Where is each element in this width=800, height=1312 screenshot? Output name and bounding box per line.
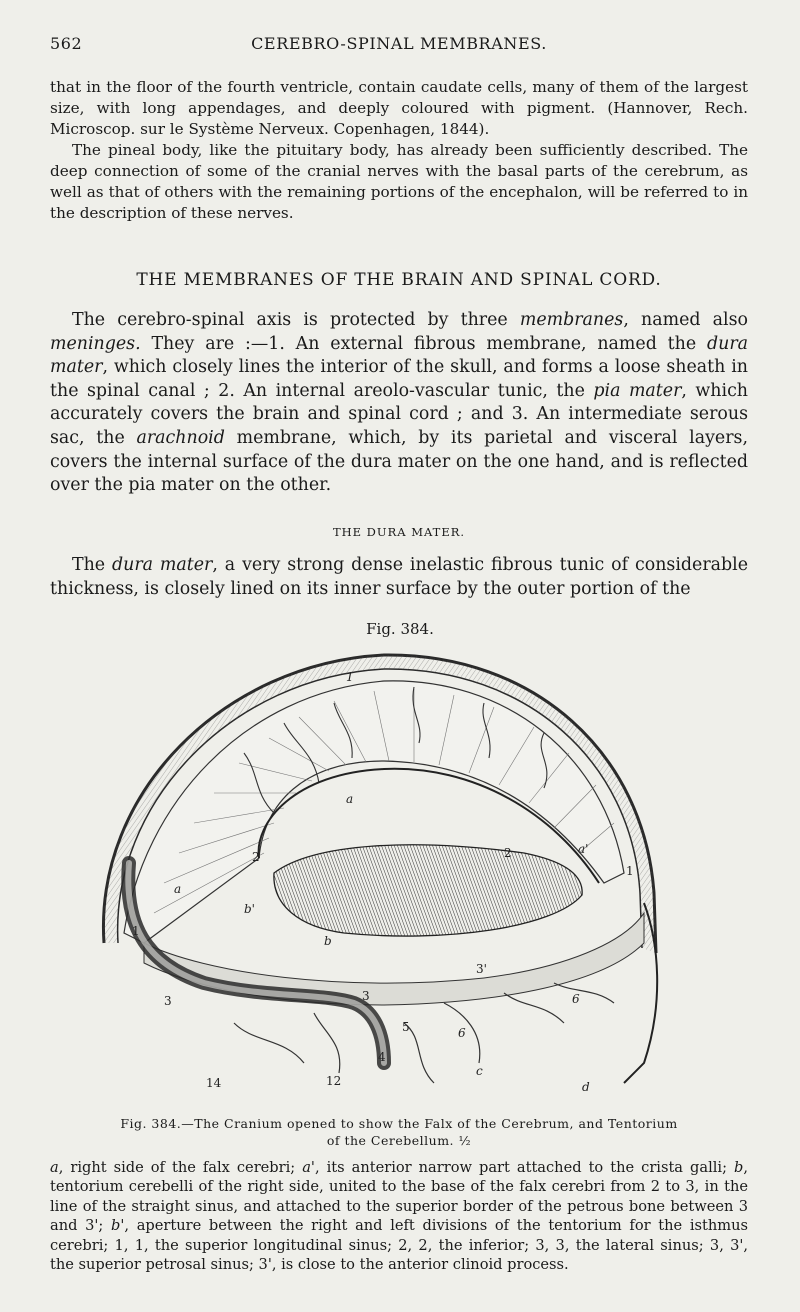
- label-c: c: [476, 1064, 483, 1078]
- label-4: 4: [378, 1050, 386, 1064]
- label-1-top: 1: [346, 670, 354, 684]
- figure-caption: [50, 1115, 748, 1149]
- page-number: 562: [50, 34, 83, 53]
- figure-legend: a, right side of the falx cerebri; a', its anterior narrow part attached to the crista galli; b, tentorium cerebelli of the right side, united to the base of the falx cerebri from 2 to 3, in the line of the straight sinus, and attached to the superior border of the petrous bone between 3 and 3'; b', aperture between the right and left divisions of the tentorium for the isthmus cerebri; 1, 1, the superior longitudinal sinus; 2, 2, the inferior; 3, 3, the lateral sinus; 3, 3', the superior petrosal sinus; 3', is close to the anterior clinoid process.: [50, 1159, 748, 1274]
- label-6-b: 6: [572, 992, 580, 1006]
- label-1-right: 1: [626, 864, 634, 878]
- running-head: [50, 34, 748, 58]
- running-title: CEREBRO-SPINAL MEMBRANES.: [251, 34, 547, 53]
- label-3-left: 3: [164, 994, 172, 1008]
- label-3-prime: 3': [476, 962, 487, 976]
- label-2-left: 2: [252, 850, 260, 864]
- label-d: d: [582, 1080, 590, 1094]
- label-3-mid: 3: [362, 989, 370, 1003]
- caption-line-2: of the Cerebellum. ½: [326, 1133, 472, 1148]
- figure-cranium: [84, 643, 670, 1103]
- label-a-center: a: [346, 792, 354, 806]
- tentorium-hollow: [274, 845, 582, 936]
- figure-label: Fig. 384.: [366, 620, 434, 638]
- label-14: 14: [206, 1076, 222, 1090]
- paragraph-membranes: The cerebro-spinal axis is protected by three membranes, named also meninges. They are :—1. An external fibrous membrane, named the dura mater, which closely lines the interior of the skull, and forms a loose sheath in the spinal canal ; 2. An internal areolo-vascular tunic, the pia mater, which accurately covers the brain and spinal cord ; and 3. An intermediate serous sac, the arachnoid membrane, which, by its parietal and visceral layers, covers the internal surface of the dura mater on the one hand, and is reflected over the pia mater on the other.: [50, 310, 749, 496]
- paragraph-dura-mater: The dura mater, a very strong dense inelastic fibrous tunic of considerable thickness, is closely lined on its inner surface by the outer portion of the: [50, 555, 748, 599]
- label-5: 5: [402, 1020, 410, 1034]
- label-b: b: [324, 934, 332, 948]
- label-a-prime: a': [578, 842, 589, 856]
- label-a: a: [174, 882, 182, 896]
- paragraph-pineal-body: The pineal body, like the pituitary body, has already been sufficiently described. The deep connection of some of the cranial nerves with the basal parts of the cerebrum, as well as that of others with the remaining portions of the encephalon, will be referred to in the description of these nerves.: [50, 141, 748, 222]
- label-b-prime: b': [244, 902, 255, 916]
- label-12: 12: [326, 1074, 342, 1088]
- subsection-title: THE DURA MATER.: [332, 525, 466, 539]
- label-1-left: 1: [132, 924, 140, 938]
- paragraph-fourth-ventricle: that in the floor of the fourth ventricle, contain caudate cells, many of them of the largest size, with long appendages, and deeply coloured with pigment. (Hannover, Rech. Microscop. sur le Système Nerveux. Copenhagen, 1844).: [50, 78, 748, 138]
- label-2-right: 2: [504, 846, 512, 860]
- section-title: THE MEMBRANES OF THE BRAIN AND SPINAL CORD.: [136, 270, 662, 290]
- caption-line-1: Fig. 384.—The Cranium opened to show the Falx of the Cerebrum, and Tentorium: [120, 1116, 678, 1131]
- cranium-engraving: [84, 643, 670, 1103]
- label-6-a: 6: [458, 1026, 466, 1040]
